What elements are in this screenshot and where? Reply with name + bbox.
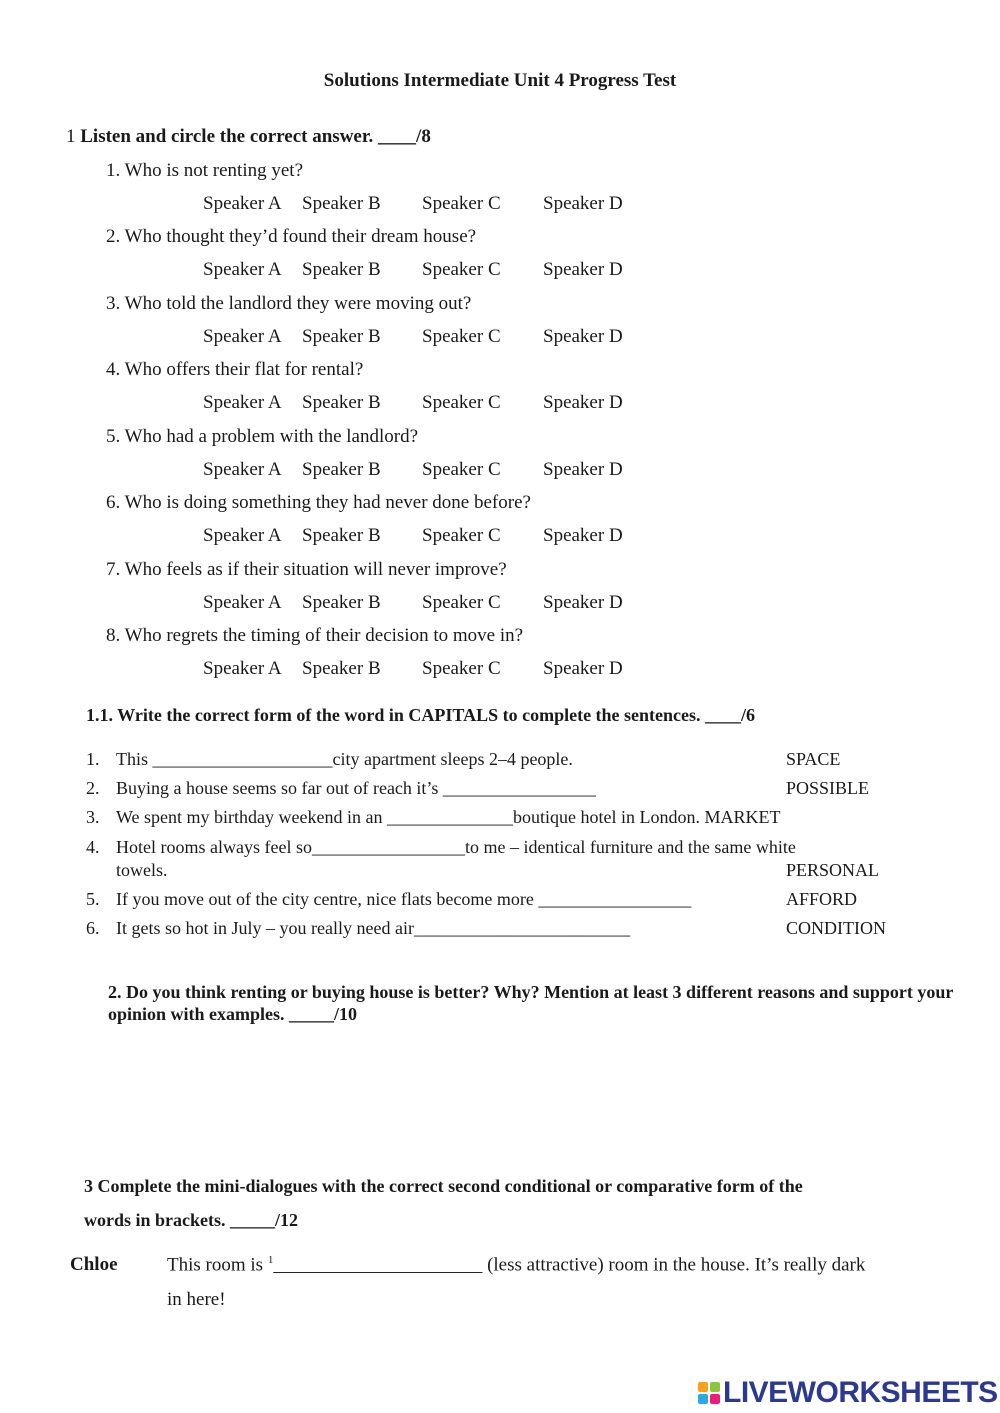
answer-option-2-a[interactable]: Speaker A: [203, 259, 282, 280]
answer-option-6-a[interactable]: Speaker A: [203, 525, 282, 546]
answer-option-8-b[interactable]: Speaker B: [302, 658, 381, 679]
answer-option-7-b[interactable]: Speaker B: [302, 592, 381, 613]
answer-option-3-b[interactable]: Speaker B: [302, 326, 381, 347]
item-number: 3.: [86, 807, 100, 827]
logo-tile: [698, 1382, 708, 1392]
question-3: 3. Who told the landlord they were moving out?: [106, 293, 472, 314]
gap-number: 1: [267, 1254, 274, 1266]
section-3-heading-line-2: words in brackets. _____/12: [84, 1210, 299, 1230]
answer-option-3-a[interactable]: Speaker A: [203, 326, 282, 347]
answer-option-4-a[interactable]: Speaker A: [203, 392, 282, 413]
section-1-number: 1: [66, 126, 76, 147]
item-text: Hotel rooms always feel so_________________to me – identical furniture and the same white: [116, 837, 796, 857]
logo-mark-icon: [698, 1382, 720, 1404]
item-number: 6.: [86, 918, 100, 938]
answer-option-1-c[interactable]: Speaker C: [422, 193, 501, 214]
dialogue-line-1: [167, 1254, 865, 1276]
answer-option-5-d[interactable]: Speaker D: [543, 459, 623, 480]
question-4: 4. Who offers their flat for rental?: [106, 359, 364, 380]
dialogue-line-2: in here!: [167, 1289, 226, 1310]
answer-option-3-c[interactable]: Speaker C: [422, 326, 501, 347]
answer-option-1-b[interactable]: Speaker B: [302, 193, 381, 214]
question-8: 8. Who regrets the timing of their decision to move in?: [106, 625, 524, 646]
answer-option-1-a[interactable]: Speaker A: [203, 193, 282, 214]
item-keyword: SPACE: [786, 749, 841, 769]
item-text: We spent my birthday weekend in an ______________boutique hotel in London. MARKET: [116, 807, 781, 827]
item-keyword: PERSONAL: [786, 860, 880, 880]
item-keyword: CONDITION: [786, 918, 886, 938]
logo-tile: [710, 1382, 720, 1392]
answer-option-7-d[interactable]: Speaker D: [543, 592, 623, 613]
section-1-heading: [66, 126, 431, 148]
answer-option-7-c[interactable]: Speaker C: [422, 592, 501, 613]
item-text: It gets so hot in July – you really need air________________________: [116, 918, 630, 938]
answer-option-8-d[interactable]: Speaker D: [543, 658, 623, 679]
answer-option-7-a[interactable]: Speaker A: [203, 592, 282, 613]
item-keyword: POSSIBLE: [786, 778, 870, 798]
answer-option-6-d[interactable]: Speaker D: [543, 525, 623, 546]
section-1-1-heading: 1.1. Write the correct form of the word in CAPITALS to complete the sentences. ____/6: [86, 705, 756, 725]
section-1-instruction: Listen and circle the correct answer. ____/8: [80, 126, 431, 147]
item-number: 2.: [86, 778, 100, 798]
answer-option-8-c[interactable]: Speaker C: [422, 658, 501, 679]
answer-option-4-d[interactable]: Speaker D: [543, 392, 623, 413]
question-1: 1. Who is not renting yet?: [106, 160, 304, 181]
page-title: Solutions Intermediate Unit 4 Progress Test: [323, 70, 677, 91]
question-6: 6. Who is doing something they had never done before?: [106, 492, 531, 513]
answer-option-5-c[interactable]: Speaker C: [422, 459, 501, 480]
answer-option-6-c[interactable]: Speaker C: [422, 525, 501, 546]
item-text: This ____________________city apartment sleeps 2–4 people.: [116, 749, 573, 769]
section-3-heading-line-1: 3 Complete the mini-dialogues with the correct second conditional or comparative form of the: [84, 1176, 803, 1196]
dialogue-text-before: This room is: [167, 1254, 268, 1276]
item-text: Buying a house seems so far out of reach it’s _________________: [116, 778, 596, 798]
answer-option-2-b[interactable]: Speaker B: [302, 259, 381, 280]
answer-option-2-c[interactable]: Speaker C: [422, 259, 501, 280]
answer-option-3-d[interactable]: Speaker D: [543, 326, 623, 347]
question-2: 2. Who thought they’d found their dream house?: [106, 226, 477, 247]
logo-tile: [710, 1394, 720, 1404]
logo-text: LIVEWORKSHEETS: [723, 1376, 998, 1409]
item-text-continued: towels.: [116, 860, 168, 880]
answer-option-4-c[interactable]: Speaker C: [422, 392, 501, 413]
answer-option-2-d[interactable]: Speaker D: [543, 259, 623, 280]
section-2-heading: 2. Do you think renting or buying house is better? Why? Mention at least 3 different reasons and support your opinion with examples. _____/10: [108, 982, 954, 1024]
answer-option-4-b[interactable]: Speaker B: [302, 392, 381, 413]
answer-option-5-b[interactable]: Speaker B: [302, 459, 381, 480]
item-keyword: AFFORD: [786, 889, 858, 909]
dialogue-speaker: Chloe: [70, 1254, 118, 1275]
question-5: 5. Who had a problem with the landlord?: [106, 426, 419, 447]
question-7: 7. Who feels as if their situation will never improve?: [106, 559, 507, 580]
logo-tile: [698, 1394, 708, 1404]
answer-option-8-a[interactable]: Speaker A: [203, 658, 282, 679]
dialogue-text-after: ______________________ (less attractive) room in the house. It’s really dark: [273, 1254, 866, 1276]
answer-option-1-d[interactable]: Speaker D: [543, 193, 623, 214]
answer-option-6-b[interactable]: Speaker B: [302, 525, 381, 546]
item-number: 4.: [86, 837, 100, 857]
answer-option-5-a[interactable]: Speaker A: [203, 459, 282, 480]
liveworksheets-logo: [698, 1378, 998, 1408]
item-text: If you move out of the city centre, nice flats become more _________________: [116, 889, 692, 909]
item-number: 1.: [86, 749, 100, 769]
item-number: 5.: [86, 889, 100, 909]
